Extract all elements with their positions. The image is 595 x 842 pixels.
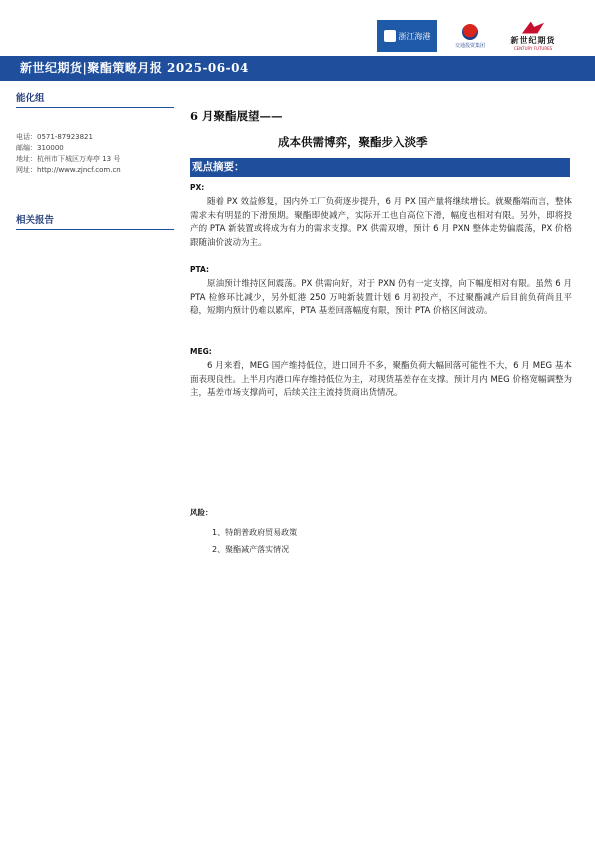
page-title-line2: 成本供需博弈，聚酯步入淡季: [278, 135, 428, 149]
section-pta-body: 原油预计维持区间震荡。PX 供需向好，对于 PXN 仍有一定支撑，向下幅度相对有限。虽然 6 月 PTA 检修环比减少，另外虹港 250 万吨新装置计划 6 月初投产，不过聚酯减产后目前负荷尚且平稳，短期内预计仍难以累库，PTA 基差回落幅度有限，预计 PTA 价格区间波动。: [190, 279, 572, 316]
section-px-body: 随着 PX 效益修复，国内外工厂负荷逐步提升，6 月 PX 国产量将继续增长。就聚酯端而言，整体需求未有明显的下滑预期。聚酯即使减产，实际开工也自高位下滑，幅度也相对有限。另外，即将投产的 PTA 新装置或将成为有力的需求支撑。PX 供需双增，预计 6 月 PXN 整体走势偏震荡，PX 价格跟随油价波动为主。: [190, 197, 572, 248]
century-logo-en: CENTURY FUTURES: [513, 45, 553, 51]
jiaotou-logo-text: 交通投资集团: [454, 42, 485, 49]
section-risk-label: 风险：: [190, 508, 213, 517]
related-reports-heading: 相关报告: [16, 212, 174, 230]
section-px: [190, 183, 572, 250]
contact-address: 地址：杭州市下城区万寿亭 13 号: [16, 155, 121, 163]
section-meg: [190, 347, 572, 401]
century-futures-logo: [503, 20, 563, 52]
section-px-label: PX:: [190, 183, 205, 192]
summary-heading-bar: 观点摘要：: [190, 158, 570, 177]
contact-website[interactable]: 网址：http://www.zjncf.com.cn: [16, 166, 121, 174]
risk-item: 1、特朗普政府贸易政策: [212, 528, 298, 537]
zhejiang-logo-text: 浙江海港: [398, 31, 431, 41]
zhejiang-port-logo: [377, 20, 437, 52]
section-risk: [190, 507, 572, 558]
header-logos: [377, 20, 563, 52]
page-title-line1: 6 月聚酯展望——: [190, 109, 283, 123]
risk-list: [190, 524, 572, 558]
port-logo-icon: [384, 30, 396, 42]
section-pta: [190, 265, 572, 319]
sidebar-group-heading: 能化组: [16, 90, 174, 108]
contact-postcode: 邮编：310000: [16, 144, 64, 152]
section-meg-label: MEG:: [190, 347, 212, 356]
main-header: [190, 108, 570, 177]
risk-item: 2、聚酯减产落实情况: [212, 545, 290, 554]
century-logo-cn: 新世纪期货: [510, 34, 556, 45]
contact-block: [16, 132, 174, 176]
century-bird-icon: [522, 22, 544, 34]
jiaotou-logo: [441, 20, 499, 52]
section-meg-body: 6 月来看，MEG 国产维持低位，进口回升不多，聚酯负荷大幅回落可能性不大，6 月 MEG 基本面表现良性。上半月内港口库存维持低位为主，对现货基差存在支撑。预计月内 MEG 价格宽幅调整为主，基差市场支撑尚可，后续关注主流持货商出货情况。: [190, 361, 572, 398]
jiaotou-circle-icon: [462, 24, 478, 40]
contact-phone: 电话：0571-87923821: [16, 133, 93, 141]
sidebar: [16, 90, 174, 230]
report-banner: 新世纪期货|聚酯策略月报 2025-06-04: [0, 56, 595, 81]
section-pta-label: PTA:: [190, 265, 209, 274]
